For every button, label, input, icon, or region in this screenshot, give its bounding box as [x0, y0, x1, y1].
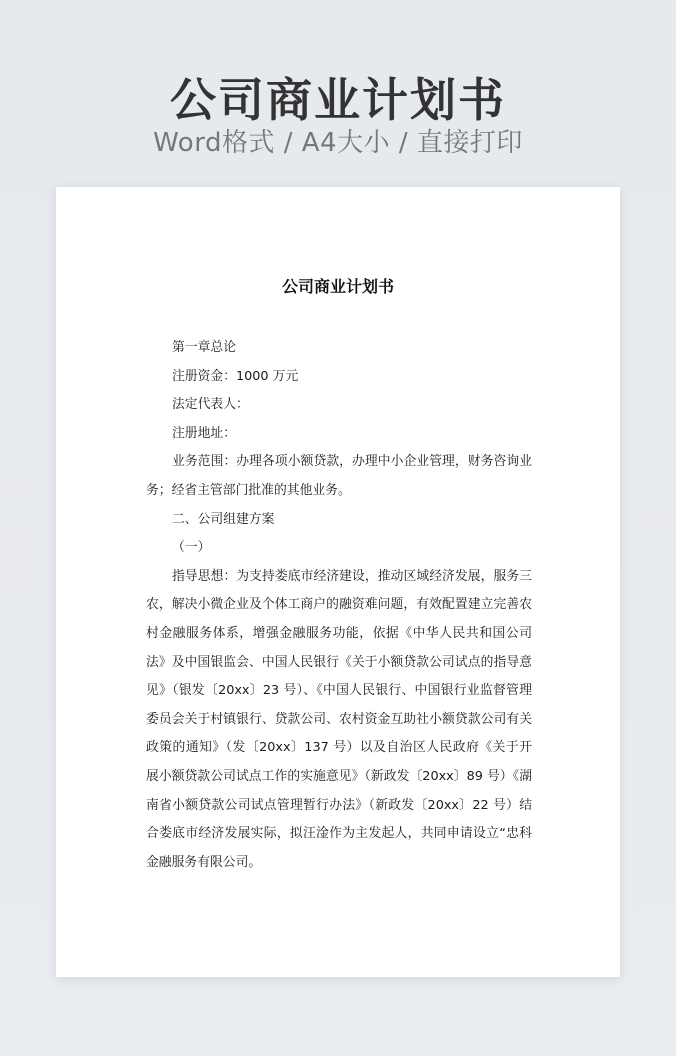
page-title: 公司商业计划书	[170, 73, 506, 127]
document-title: 公司商业计划书	[281, 277, 394, 296]
section-heading: 二、公司组建方案	[172, 511, 275, 527]
legal-representative: 法定代表人：	[172, 397, 249, 413]
subsection-marker: （一）	[172, 540, 211, 556]
chapter-heading: 第一章总论	[172, 340, 236, 355]
document-body	[146, 334, 532, 877]
registered-capital: 注册资金：1000 万元	[172, 368, 299, 384]
guiding-principle: 指导思想：为支持娄底市经济建设，推动区域经济发展，服务三农，解决小微企业及个体工商户的融资难问题，有效配置建立完善农村金融服务体系，增强金融服务功能，依据《中华人民共和国公司法》及中国银监会、中国人民银行《关于小额贷款公司试点的指导意见》（银发〔20xx〕23 号）、《中国人民银行、中国银行业监督管理委员会关于村镇银行、贷款公司、农村资金互助社小额贷款公司有关政策的通知》（发〔20xx〕137 号）以及自治区人民政府《关于开展小额贷款公司试点工作的实施意见》（新政发〔20xx〕89 号）《湖南省小额贷款公司试点管理暂行办法》（新政发〔20xx〕22 号）结合娄底市经济发展实际，拟汪淦作为主发起人，共同申请设立“忠科金融服务有限公司。	[146, 568, 532, 870]
business-scope: 业务范围：办理各项小额贷款，办理中小企业管理，财务咨询业务；经省主管部门批准的其他业务。	[146, 454, 532, 498]
page-subtitle: Word格式 / A4大小 / 直接打印	[153, 128, 523, 158]
registered-address: 注册地址：	[172, 425, 236, 441]
